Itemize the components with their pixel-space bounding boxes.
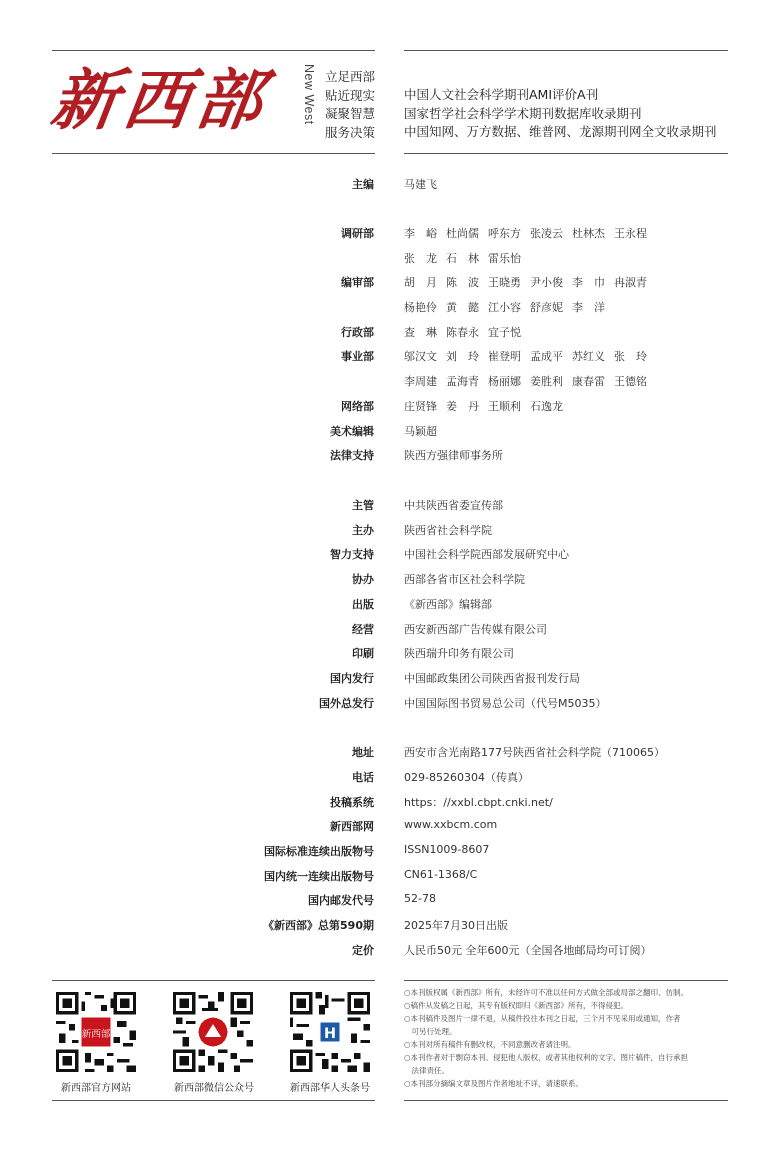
label: 主编	[352, 178, 374, 191]
qr-code-toutiao[interactable]	[290, 992, 370, 1072]
staff-name: 杨艳伶	[404, 301, 437, 314]
latin-title: New West	[302, 64, 316, 125]
mottos	[325, 68, 375, 142]
staff-name: 崔登明	[488, 350, 521, 363]
label: 主管	[352, 499, 374, 512]
staff-name: 王永程	[614, 227, 647, 240]
staff-name: 杨丽娜	[488, 375, 521, 388]
claim: 中国知网、万方数据、维普网、龙源期刊网全文收录期刊	[404, 124, 717, 139]
staff-name: 王顺利	[488, 400, 521, 413]
staff-name: 陈 波	[446, 276, 479, 289]
staff-name: 张 龙	[404, 252, 437, 265]
website-link[interactable]: www.xxbcm.com	[404, 818, 498, 831]
label: 定价	[352, 944, 374, 957]
staff-name: 苏红义	[572, 350, 605, 363]
label: 国际标准连续出版物号	[264, 845, 374, 858]
top-rule-right	[404, 50, 728, 51]
staff-name: 李周建	[404, 375, 437, 388]
value: 陕西省社会科学院	[404, 524, 492, 537]
label: 行政部	[341, 326, 374, 339]
note-line: ○本刊版权属《新西部》所有，未经许可不准以任何方式做全部或局部之翻印、仿制。	[404, 988, 689, 997]
staff-name: 杜林杰	[572, 227, 605, 240]
staff-name: 黄 懿	[446, 301, 479, 314]
row-research-2	[0, 250, 762, 270]
staff-name: 宜子悦	[488, 326, 521, 339]
staff-name: 李 洋	[572, 301, 605, 314]
qr-code-wechat[interactable]	[173, 992, 253, 1072]
motto: 贴近现实	[325, 87, 376, 103]
row-publication	[0, 571, 762, 591]
staff-name: 石 林	[446, 252, 479, 265]
staff-name: 冉淑青	[614, 276, 647, 289]
row-contact	[0, 892, 762, 912]
label: 美术编辑	[330, 425, 374, 438]
label: 《新西部》总第590期	[263, 919, 374, 932]
value: 中国社会科学院西部发展研究中心	[404, 548, 569, 561]
row-contact	[0, 942, 762, 962]
label: 国外总发行	[319, 697, 374, 710]
row-publication	[0, 621, 762, 641]
qr-center-logo: H	[323, 1025, 337, 1042]
claim: 中国人文社会科学期刊AMI评价A刊	[404, 87, 599, 102]
label: 智力支持	[330, 548, 374, 561]
staff-name: 张凌云	[530, 227, 563, 240]
motto: 凝聚智慧	[325, 106, 376, 121]
claim: 国家哲学社会科学学术期刊数据库收录期刊	[404, 105, 642, 121]
qr-caption-wechat: 新西部微信公众号	[174, 1083, 254, 1094]
value: 029-85260304（传真）	[404, 771, 529, 784]
row-publication	[0, 522, 762, 542]
row-publication	[0, 497, 762, 517]
label: 国内统一连续出版物号	[264, 870, 374, 883]
staff-name: 杜尚儒	[446, 227, 479, 240]
row-publication	[0, 645, 762, 665]
note-line: ○稿件从发稿之日起，其专有版权即归《新西部》所有，不得侵犯。	[404, 1001, 629, 1010]
submission-link[interactable]: https：//xxbl.cbpt.cnki.net/	[404, 796, 553, 809]
row-publication	[0, 670, 762, 690]
row-business-2	[0, 373, 762, 393]
label: 投稿系统	[330, 796, 374, 809]
bottom-rule-right	[404, 1100, 728, 1101]
copyright-notes	[404, 986, 720, 1090]
staff-name: 李 巾	[572, 276, 605, 289]
note-line: 可另行处理。	[404, 1027, 457, 1036]
staff-name: 尹小俊	[530, 276, 563, 289]
masthead-rule-right	[404, 153, 728, 154]
row-admin	[0, 324, 762, 344]
value: 马颖超	[404, 425, 437, 438]
staff-name: 雷乐怡	[488, 252, 521, 265]
value: 陕西方强律师事务所	[404, 449, 503, 462]
staff-name: 石逸龙	[530, 400, 563, 413]
label: 网络部	[341, 400, 374, 413]
indexing-claims	[404, 86, 717, 142]
value: 中国邮政集团公司陕西省报刊发行局	[404, 672, 580, 685]
row-contact	[0, 769, 762, 789]
label: 国内发行	[330, 672, 374, 685]
staff-name: 孟海青	[446, 375, 479, 388]
row-contact	[0, 744, 762, 764]
row-contact	[0, 794, 762, 814]
row-legal	[0, 447, 762, 467]
row-contact	[0, 818, 762, 838]
label: 地址	[352, 746, 374, 759]
label: 国内邮发代号	[308, 894, 374, 907]
value: 52-78	[404, 892, 436, 905]
value: 中国国际图书贸易总公司（代号M5035）	[404, 697, 607, 710]
label: 经营	[352, 623, 374, 636]
label: 法律支持	[330, 449, 374, 462]
row-business	[0, 348, 762, 368]
value: 西安市含光南路177号陕西省社会科学院（710065）	[404, 746, 665, 759]
row-editorial	[0, 274, 762, 294]
row-chief-editor	[0, 176, 762, 196]
staff-name: 姜 丹	[446, 400, 479, 413]
staff-name: 呼东方	[488, 227, 521, 240]
value: 陕西瑞升印务有限公司	[404, 647, 514, 660]
staff-name: 庄贤锋	[404, 400, 437, 413]
bottom-rule-left	[52, 1100, 375, 1101]
row-publication	[0, 546, 762, 566]
staff-name: 胡 月	[404, 276, 437, 289]
staff-name: 舒彦妮	[530, 301, 563, 314]
footer-rule-right	[404, 980, 728, 981]
note-line: ○本刊作者对于剽窃本刊、侵犯他人版权，或者其他权利的文字、图片稿件，自行承担	[404, 1053, 689, 1062]
value: 人民币50元 全年600元（全国各地邮局均可订阅）	[404, 944, 652, 957]
label: 印刷	[352, 647, 374, 660]
staff-name: 江小容	[488, 301, 521, 314]
staff-name: 孟成平	[530, 350, 563, 363]
staff-name: 王晓勇	[488, 276, 521, 289]
label: 编审部	[341, 276, 374, 289]
masthead-rule	[52, 153, 375, 154]
row-publication	[0, 596, 762, 616]
label: 出版	[352, 598, 374, 611]
value: CN61-1368/C	[404, 868, 478, 881]
note-line: ○本刊对所有稿件有删改权，不同意删改者请注明。	[404, 1040, 576, 1049]
note-line: ○本刊稿件及图片一律不退，从稿件投往本刊之日起，三个月不见采用或通知，作者	[404, 1014, 681, 1023]
row-network	[0, 398, 762, 418]
footer-rule-left	[52, 980, 375, 981]
top-rule-left	[52, 50, 375, 51]
qr-center-logo: 新西部	[81, 1028, 111, 1040]
value: 2025年7月30日出版	[404, 919, 508, 932]
masthead-logo	[46, 58, 300, 146]
value: 西部各省市区社会科学院	[404, 573, 525, 586]
qr-caption-website: 新西部官方网站	[61, 1083, 131, 1094]
row-contact	[0, 868, 762, 888]
staff-name: 邬汉文	[404, 350, 437, 363]
staff-name: 王德铭	[614, 375, 647, 388]
note-line: ○本刊部分摘编文章及图片作者地址不详，请速联系。	[404, 1079, 584, 1088]
value: ISSN1009-8607	[404, 843, 490, 856]
label: 调研部	[341, 227, 374, 240]
row-publication	[0, 695, 762, 715]
staff-name: 刘 玲	[446, 350, 479, 363]
staff-name: 康春雷	[572, 375, 605, 388]
value: 中共陕西省委宣传部	[404, 499, 503, 512]
staff-name: 陈春永	[446, 326, 479, 339]
qr-code-website[interactable]	[56, 992, 136, 1072]
motto: 立足西部	[325, 69, 376, 84]
row-art-editor	[0, 423, 762, 443]
staff-name: 李 峪	[404, 227, 437, 240]
qr-caption-toutiao: 新西部华人头条号	[290, 1083, 370, 1094]
staff-name: 查 琳	[404, 326, 437, 339]
value: 《新西部》编辑部	[404, 598, 492, 611]
row-contact	[0, 843, 762, 863]
note-line: 法律责任。	[404, 1066, 449, 1075]
label: 主办	[352, 524, 374, 537]
logo-calligraphy: 新西部	[46, 61, 274, 139]
label: 协办	[352, 573, 374, 586]
value: 马建飞	[404, 178, 437, 191]
row-editorial-2	[0, 299, 762, 319]
row-research	[0, 225, 762, 245]
value: 西安新西部广告传媒有限公司	[404, 623, 547, 636]
label: 电话	[352, 771, 374, 784]
staff-name: 张 玲	[614, 350, 647, 363]
label: 事业部	[341, 350, 374, 363]
label: 新西部网	[330, 820, 374, 833]
motto: 服务决策	[325, 124, 376, 140]
staff-name: 姜胜利	[530, 375, 563, 388]
row-contact	[0, 917, 762, 937]
